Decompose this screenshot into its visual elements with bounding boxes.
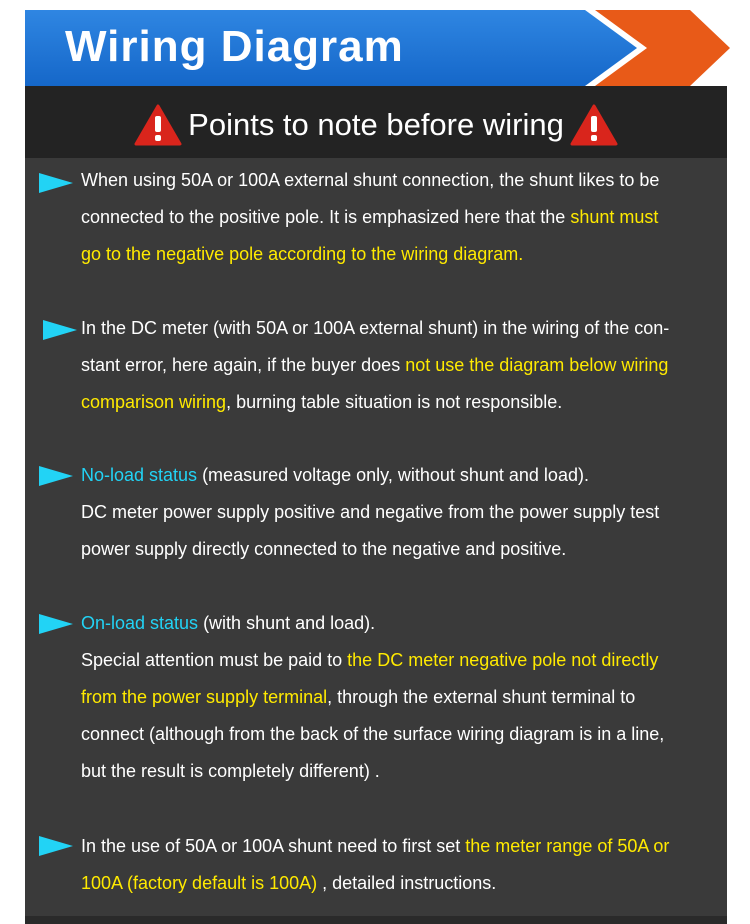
note-text: When using 50A or 100A external shunt connection, the shunt likes to be connected to the positive pole. It is emphasized here that the shunt must go to the negative pole according to the wiring diagram. [81,170,660,264]
play-triangle-icon [37,834,75,858]
panel-bottom-edge [25,916,727,924]
notice-header [25,86,727,158]
play-triangle-icon [37,464,75,488]
play-triangle-icon [37,171,75,195]
note-text: In the use of 50A or 100A shunt need to first set the meter range of 50A or 100A (factory default is 100A) , detailed instructions. [81,836,670,893]
play-triangle-icon [41,318,79,342]
page-title: Wiring Diagram [65,22,404,71]
note-text: In the DC meter (with 50A or 100A external shunt) in the wiring of the con- stant error, here again, if the buyer does not use the diagram below wiring comparison wiring, burning table situation is not responsible. [81,318,670,412]
notes-panel [25,86,727,916]
note-text: No-load status (measured voltage only, without shunt and load). DC meter power supply positive and negative from the power supply test power supply directly connected to the negative and positive. [81,465,660,559]
warning-triangle-icon [134,104,182,146]
play-triangle-icon [37,612,75,636]
notice-title-row [25,100,727,150]
notice-title: Points to note before wiring [188,107,564,142]
header-banner [25,10,730,86]
note-text: On-load status (with shunt and load). Special attention must be paid to the DC meter negative pole not directly from the power supply terminal, through the external shunt terminal to connect (although from the back of the surface wiring diagram is in a line, but the result is completely different) . [81,613,665,781]
warning-triangle-icon [570,104,618,146]
